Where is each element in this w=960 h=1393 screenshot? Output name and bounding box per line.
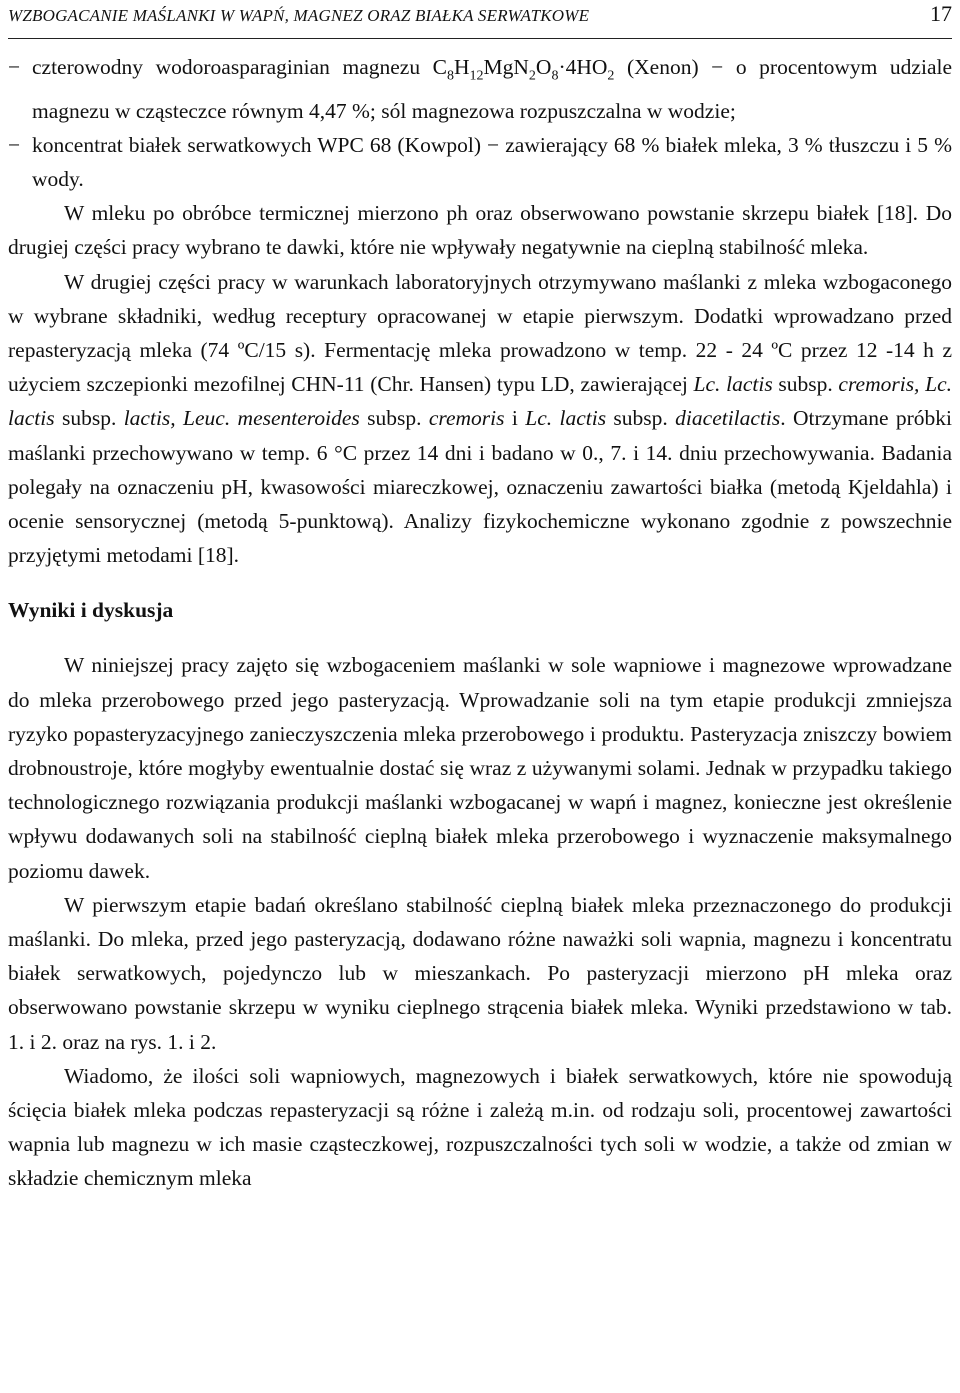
paragraph: W mleku po obróbce termicznej mierzono ph oraz obserwowano powstanie skrzepu białek [18]. Do drugiej części pracy wybrano te dawki, które nie wpływały negatywnie na cieplną stabilność mleka. (8, 201, 952, 260)
page-header (8, 0, 952, 39)
section-heading: Wyniki i dyskusja (8, 598, 174, 623)
list-item (8, 128, 952, 196)
paragraph: Wiadomo, że ilości soli wapniowych, magnezowych i białek serwatkowych, które nie spowodują ścięcia białek mleka podczas repasteryzacji są różne i zależą m.in. od rodzaju soli, procentowej zawartości wapnia lub magnezu w ich masie cząsteczkowej, rozpuszczalności tych soli w wodzie, a także od zmian w składzie chemicznym mleka (8, 1063, 952, 1191)
paragraph: W pierwszym etapie badań określano stabilność cieplną białek mleka przeznaczonego do produkcji maślanki. Do mleka, przed jego pasteryzacją, dodawano różne naważki soli wapnia, magnezu i koncentratu białek serwatkowych, pojedynczo lub w mieszankach. Po pasteryzacji mierzono pH mleka oraz obserwowano powstanie skrzepu w wyniku cieplnego strącenia białek mleka. Wyniki przedstawiono w tab. 1. i 2. oraz na rys. 1. i 2. (8, 892, 952, 1054)
bullet-dash: − (8, 55, 21, 79)
bullet-dash: − (8, 132, 21, 157)
list-item-text: czterowodny wodoroasparaginian magnezu $C_8H_{12}MgN_2O_8\cdot 4HO_2$ (Xenon) − o procentowym udziale magnezu w cząsteczce równym 4,47 %; sól magnezowa rozpuszczalna w wodzie; (32, 55, 953, 123)
list-item (8, 50, 952, 128)
page-number: 17 (930, 1, 952, 26)
paragraph: W niniejszej pracy zajęto się wzbogaceniem maślanki w sole wapniowe i magnezowe wprowadzane do mleka przerobowego przed jego pasteryzacją. Wprowadzanie soli na tym etapie produkcji zmniejsza ryzyko popasteryzacyjnego zanieczyszczenia mleka przerobowego i produktu. Pasteryzacja zniszczy bowiem drobnoustroje, które mogłyby ewentualnie dostać się wraz z używanymi solami. Jednak w przypadku takiego technologicznego rozwiązania produkcji maślanki wzbogacanej w wapń i magnez, konieczne jest określenie wpływu dodawanych soli na stabilność cieplną białek mleka przerobowego i wyznaczenie maksymalnego poziomu dawek. (8, 653, 952, 883)
running-title: WZBOGACANIE MAŚLANKI W WAPŃ, MAGNEZ ORAZ BIAŁKA SERWATKOWE (8, 6, 590, 25)
paragraph: W drugiej części pracy w warunkach laboratoryjnych otrzymywano maślanki z mleka wzbogaconego w wybrane składniki, według receptury opracowanej w etapie pierwszym. Dodatki wprowadzano przed repasteryzacją mleka (74 ºC/15 s). Fermentację mleka prowadzono w temp. 22 - 24 ºC przez 12 -14 h z użyciem szczepionki mezofilnej CHN-11 (Chr. Hansen) typu LD, zawierającej Lc. lactis subsp. cremoris, Lc. lactis subsp. lactis, Leuc. mesenteroides subsp. cremoris i Lc. lactis subsp. diacetilactis. Otrzymane próbki maślanki przechowywano w temp. 6 °C przez 14 dni i badano w 0., 7. i 14. dniu przechowywania. Badania polegały na oznaczeniu pH, kwasowości miareczkowej, oznaczeniu zawartości białka (metodą Kjeldahla) i ocenie sensorycznej (metodą 5-punktową). Analizy fizykochemiczne wykonano zgodnie z powszechnie przyjętymi metodami [18]. (8, 269, 953, 568)
list-item-text: koncentrat białek serwatkowych WPC 68 (Kowpol) − zawierający 68 % białek mleka, 3 % tłuszczu i 5 % wody. (32, 132, 952, 191)
page-content (8, 50, 952, 1196)
